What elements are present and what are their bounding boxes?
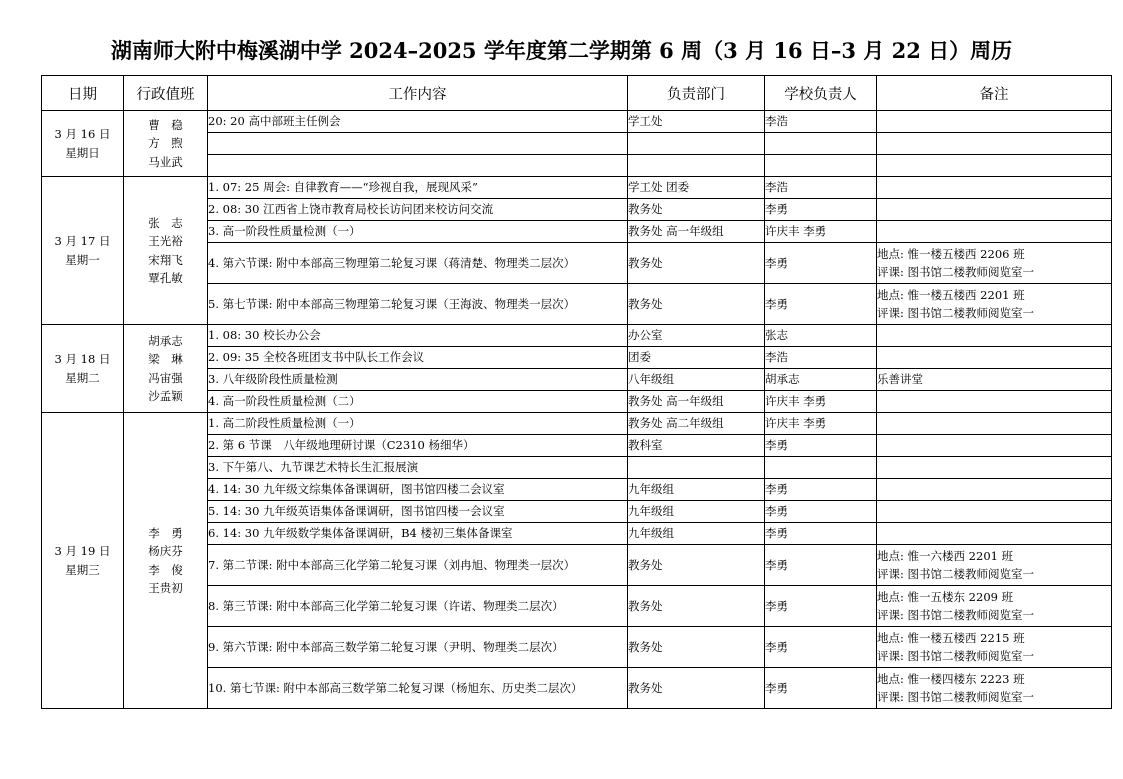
note-line: 地点: 惟一五楼东 2209 班 (877, 589, 1014, 604)
header-duty: 行政值班 (124, 76, 208, 111)
work-cell: 4. 第六节课: 附中本部高三物理第二轮复习课（蒋清楚、物理类二层次） (208, 243, 628, 284)
note-cell (877, 413, 1112, 435)
duty-name: 杨庆芬 (148, 544, 183, 558)
header-work: 工作内容 (208, 76, 628, 111)
leader-cell: 许庆丰 李勇 (765, 391, 877, 413)
dept-cell: 教务处 (628, 627, 765, 668)
date-cell (42, 413, 124, 709)
leader-cell (765, 457, 877, 479)
note-line: 评课: 图书馆二楼教师阅览室一 (877, 690, 1035, 704)
weekly-calendar-table (41, 75, 1112, 709)
note-line: 地点: 惟一楼五楼西 2201 班 (877, 287, 1025, 302)
dept-cell: 八年级组 (628, 369, 765, 391)
header-dept: 负责部门 (628, 76, 765, 111)
leader-cell: 许庆丰 李勇 (765, 221, 877, 243)
header-row (42, 76, 1112, 111)
duty-cell (124, 413, 208, 709)
note-cell (877, 155, 1112, 177)
work-cell (208, 155, 628, 177)
date-cell (42, 325, 124, 413)
duty-name: 张 志 (148, 215, 183, 230)
note-line: 评课: 图书馆二楼教师阅览室一 (877, 567, 1035, 581)
leader-cell: 李勇 (765, 545, 877, 586)
date-text: 3 月 18 日 (54, 352, 111, 366)
work-cell: 6. 14: 30 九年级数学集体备课调研，B4 楼初三集体备课室 (208, 523, 628, 545)
note-line: 地点: 惟一楼五楼西 2206 班 (877, 246, 1025, 261)
dept-cell: 九年级组 (628, 501, 765, 523)
leader-cell: 张志 (765, 325, 877, 347)
table-row (42, 111, 1112, 133)
weekday-text: 星期日 (65, 145, 100, 160)
leader-cell (765, 155, 877, 177)
duty-cell (124, 325, 208, 413)
date-text: 3 月 16 日 (54, 127, 111, 141)
work-cell: 3. 八年级阶段性质量检测 (208, 369, 628, 391)
note-cell (877, 586, 1112, 627)
dept-cell: 九年级组 (628, 523, 765, 545)
note-cell (877, 668, 1112, 709)
date-cell (42, 177, 124, 325)
header-note: 备注 (877, 76, 1112, 111)
weekday-text: 星期二 (65, 370, 100, 385)
dept-cell: 教务处 高二年级组 (628, 413, 765, 435)
leader-cell: 李勇 (765, 284, 877, 325)
leader-cell: 李勇 (765, 668, 877, 709)
dept-cell: 教务处 高一年级组 (628, 391, 765, 413)
duty-name: 马业武 (148, 154, 183, 169)
leader-cell: 胡承志 (765, 369, 877, 391)
work-cell: 8. 第三节课: 附中本部高三化学第二轮复习课（许诺、物理类二层次） (208, 586, 628, 627)
work-cell: 4. 高一阶段性质量检测（二） (208, 391, 628, 413)
work-cell: 1. 高二阶段性质量检测（一） (208, 413, 628, 435)
note-cell (877, 284, 1112, 325)
dept-cell: 教务处 (628, 243, 765, 284)
page-title: 湖南师大附中梅溪湖中学 2024–2025 学年度第二学期第 6 周（3 月 16 日–3 月 22 日）周历 (110, 38, 1013, 63)
note-cell (877, 243, 1112, 284)
dept-cell (628, 133, 765, 155)
dept-cell: 九年级组 (628, 479, 765, 501)
leader-cell: 李勇 (765, 627, 877, 668)
leader-cell: 李浩 (765, 111, 877, 133)
duty-name: 李 勇 (148, 525, 183, 540)
duty-name: 王光裕 (148, 234, 183, 248)
dept-cell: 教务处 (628, 668, 765, 709)
leader-cell: 李勇 (765, 501, 877, 523)
header-date: 日期 (42, 76, 124, 111)
date-text: 3 月 19 日 (54, 544, 111, 558)
leader-cell: 许庆丰 李勇 (765, 413, 877, 435)
note-cell (877, 369, 1112, 391)
work-cell: 9. 第六节课: 附中本部高三数学第二轮复习课（尹明、物理类二层次） (208, 627, 628, 668)
leader-cell: 李勇 (765, 523, 877, 545)
note-cell (877, 545, 1112, 586)
note-line: 评课: 图书馆二楼教师阅览室一 (877, 649, 1035, 663)
table-row (42, 177, 1112, 199)
dept-cell: 教科室 (628, 435, 765, 457)
note-cell (877, 435, 1112, 457)
duty-cell (124, 111, 208, 177)
note-cell (877, 457, 1112, 479)
work-cell: 3. 下午第八、九节课艺术特长生汇报展演 (208, 457, 628, 479)
date-cell (42, 111, 124, 177)
duty-name: 冯宙强 (148, 370, 183, 385)
note-cell (877, 479, 1112, 501)
work-cell: 5. 第七节课: 附中本部高三物理第二轮复习课（王海波、物理类一层次） (208, 284, 628, 325)
note-cell (877, 627, 1112, 668)
work-cell: 10. 第七节课: 附中本部高三数学第二轮复习课（杨旭东、历史类二层次） (208, 668, 628, 709)
work-cell: 3. 高一阶段性质量检测（一） (208, 221, 628, 243)
work-cell (208, 133, 628, 155)
note-line: 地点: 惟一六楼西 2201 班 (877, 548, 1014, 563)
table-row (42, 325, 1112, 347)
note-line: 地点: 惟一楼四楼东 2223 班 (877, 671, 1025, 686)
dept-cell: 教务处 (628, 586, 765, 627)
note-cell (877, 391, 1112, 413)
work-cell: 20: 20 高中部班主任例会 (208, 111, 628, 133)
leader-cell: 李勇 (765, 199, 877, 221)
dept-cell: 学工处 团委 (628, 177, 765, 199)
note-cell (877, 325, 1112, 347)
dept-cell: 教务处 高一年级组 (628, 221, 765, 243)
duty-name: 宋翔飞 (148, 252, 183, 267)
table-row (42, 413, 1112, 435)
duty-name: 王贵初 (148, 581, 183, 595)
note-cell (877, 111, 1112, 133)
note-cell (877, 347, 1112, 369)
dept-cell: 教务处 (628, 284, 765, 325)
note-line: 评课: 图书馆二楼教师阅览室一 (877, 306, 1035, 320)
note-line: 评课: 图书馆二楼教师阅览室一 (877, 608, 1035, 622)
dept-cell: 教务处 (628, 545, 765, 586)
work-cell: 1. 07: 25 周会: 自律教育——“珍视自我，展现风采” (208, 177, 628, 199)
leader-cell: 李勇 (765, 586, 877, 627)
dept-cell (628, 155, 765, 177)
work-cell: 4. 14: 30 九年级文综集体备课调研，图书馆四楼二会议室 (208, 479, 628, 501)
dept-cell: 团委 (628, 347, 765, 369)
note-line: 地点: 惟一楼五楼西 2215 班 (877, 630, 1025, 645)
dept-cell: 学工处 (628, 111, 765, 133)
dept-cell: 办公室 (628, 325, 765, 347)
work-cell: 1. 08: 30 校长办公会 (208, 325, 628, 347)
duty-name: 梁 琳 (148, 352, 183, 366)
duty-cell (124, 177, 208, 325)
work-cell: 2. 第 6 节课 八年级地理研讨课（C2310 杨细华） (208, 435, 628, 457)
note-line: 乐善讲堂 (877, 372, 923, 387)
duty-name: 胡承志 (148, 333, 183, 348)
work-cell: 7. 第二节课: 附中本部高三化学第二轮复习课（刘冉旭、物理类一层次） (208, 545, 628, 586)
work-cell: 2. 08: 30 江西省上饶市教育局校长访问团来校访问交流 (208, 199, 628, 221)
date-text: 3 月 17 日 (54, 234, 111, 248)
work-cell: 2. 09: 35 全校各班团支书中队长工作会议 (208, 347, 628, 369)
leader-cell: 李勇 (765, 479, 877, 501)
leader-cell: 李勇 (765, 435, 877, 457)
duty-name: 沙孟颖 (148, 389, 183, 403)
leader-cell: 李浩 (765, 347, 877, 369)
leader-cell (765, 133, 877, 155)
note-cell (877, 523, 1112, 545)
header-leader: 学校负责人 (765, 76, 877, 111)
duty-name: 曹 稳 (148, 117, 183, 132)
leader-cell: 李勇 (765, 243, 877, 284)
note-line: 评课: 图书馆二楼教师阅览室一 (877, 265, 1035, 279)
duty-name: 方 煦 (148, 136, 183, 151)
note-cell (877, 133, 1112, 155)
dept-cell: 教务处 (628, 199, 765, 221)
note-cell (877, 199, 1112, 221)
dept-cell (628, 457, 765, 479)
duty-name: 覃孔敏 (148, 271, 183, 285)
note-cell (877, 221, 1112, 243)
work-cell: 5. 14: 30 九年级英语集体备课调研，图书馆四楼一会议室 (208, 501, 628, 523)
leader-cell: 李浩 (765, 177, 877, 199)
note-cell (877, 177, 1112, 199)
duty-name: 李 俊 (148, 562, 183, 577)
weekday-text: 星期一 (65, 252, 100, 267)
weekday-text: 星期三 (65, 562, 100, 577)
note-cell (877, 501, 1112, 523)
